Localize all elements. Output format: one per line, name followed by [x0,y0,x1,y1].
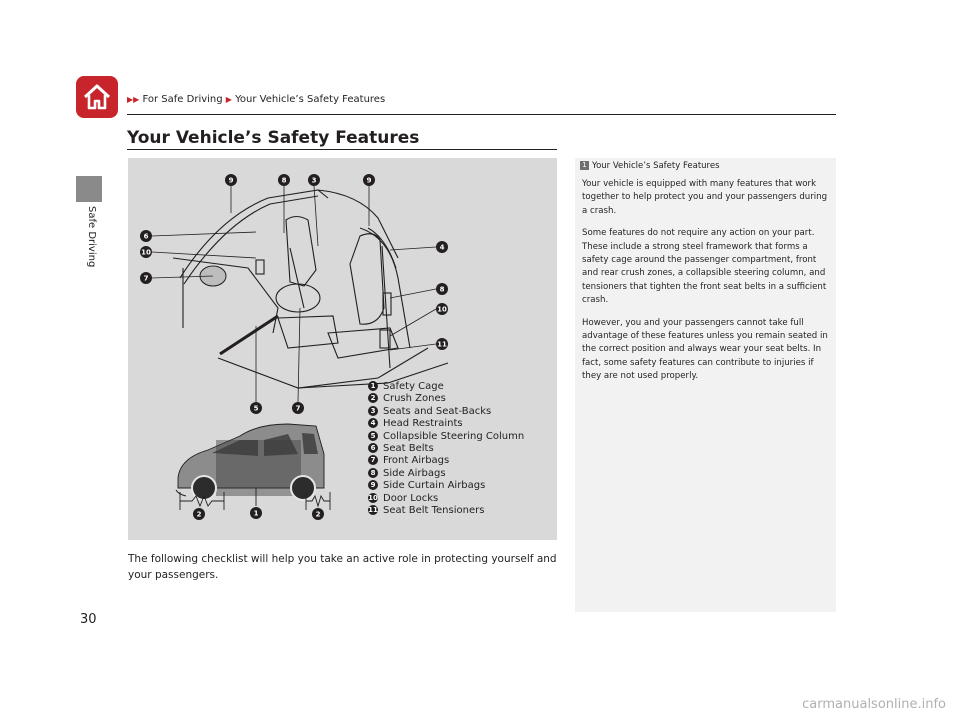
legend-number-badge: 2 [368,393,378,403]
callout-label: 11 [437,340,447,349]
legend-number-badge: 3 [368,406,378,416]
callout-label: 4 [439,243,445,252]
page-title: Your Vehicle’s Safety Features [127,128,420,148]
callout-label: 2 [196,510,202,519]
callout-label: 1 [253,509,259,518]
legend-label: Head Restraints [383,418,463,430]
legend-label: Seat Belt Tensioners [383,505,485,517]
breadcrumb [127,94,385,106]
legend-item [368,455,524,467]
callout-label: 9 [228,176,234,185]
legend-number-badge: 11 [368,506,378,515]
callout-label: 10 [141,248,151,257]
legend-label: Side Curtain Airbags [383,480,486,492]
legend-number-badge: 1 [368,381,378,391]
title-divider [127,149,557,150]
section-label: Safe Driving [86,206,97,268]
note-paragraph: Your vehicle is equipped with many features that work together to help protect you and your passengers during a crash. [582,179,828,216]
page-number: 30 [80,612,97,627]
legend-number-badge: 5 [368,431,378,441]
breadcrumb-link-for-safe-driving[interactable]: For Safe Driving [142,94,223,105]
legend-item [368,418,524,430]
callout-label: 6 [143,232,149,241]
legend-number-badge: 7 [368,455,378,465]
home-icon [81,81,113,113]
callout-label: 3 [311,176,317,185]
legend-label: Door Locks [383,492,439,504]
legend-item [368,381,524,393]
figure-legend [368,381,524,517]
body-text: The following checklist will help you take an active role in protecting yourself and your passengers. [128,553,557,581]
legend-item [368,443,524,455]
note-paragraph: However, you and your passengers cannot take full advantage of these features unless you remain seated in the correct position and always wear your seat belts. In fact, some safety features can contribute to injuries if they are not used properly. [582,317,828,382]
legend-item [368,406,524,418]
callout-label: 8 [281,176,287,185]
callout-label: 10 [437,305,447,314]
legend-number-badge: 9 [368,480,378,490]
breadcrumb-arrow-icon: ▶▶ [127,95,140,104]
legend-number-badge: 8 [368,468,378,478]
callout-label: 7 [143,274,149,283]
legend-label: Crush Zones [383,393,446,405]
legend-item [368,468,524,480]
callout-label: 2 [315,510,321,519]
breadcrumb-arrow-icon: ▶ [225,95,232,104]
legend-label: Seat Belts [383,443,434,455]
side-note-title: Your Vehicle’s Safety Features [592,161,720,171]
callout-label: 8 [439,285,445,294]
note-marker: 1 [580,161,589,170]
legend-item [368,393,524,405]
side-note-body [582,178,830,393]
breadcrumb-current[interactable]: Your Vehicle’s Safety Features [235,94,386,105]
legend-label: Collapsible Steering Column [383,430,525,442]
legend-item [368,505,524,517]
home-button[interactable] [76,76,118,118]
legend-label: Seats and Seat-Backs [383,405,492,417]
callout-label: 5 [253,404,259,413]
callout-label: 9 [366,176,372,185]
legend-item [368,480,524,492]
legend-item [368,431,524,443]
section-tab-marker [76,176,102,202]
header-divider [127,114,836,115]
side-note-heading [580,161,720,171]
watermark: carmanualsonline.info [802,697,946,712]
legend-number-badge: 10 [368,493,378,502]
legend-number-badge: 6 [368,443,378,453]
legend-label: Safety Cage [383,381,444,392]
legend-label: Front Airbags [383,455,450,467]
legend-number-badge: 4 [368,418,378,428]
note-paragraph: Some features do not require any action on your part. These include a strong steel framework that forms a safety cage around the passenger compartment, front and rear crush zones, a collapsible steering column, and tensioners that tighten the front seat belts in a sufficient crash. [582,228,827,306]
legend-label: Side Airbags [383,467,446,479]
callout-label: 7 [295,404,301,413]
legend-item [368,493,524,505]
